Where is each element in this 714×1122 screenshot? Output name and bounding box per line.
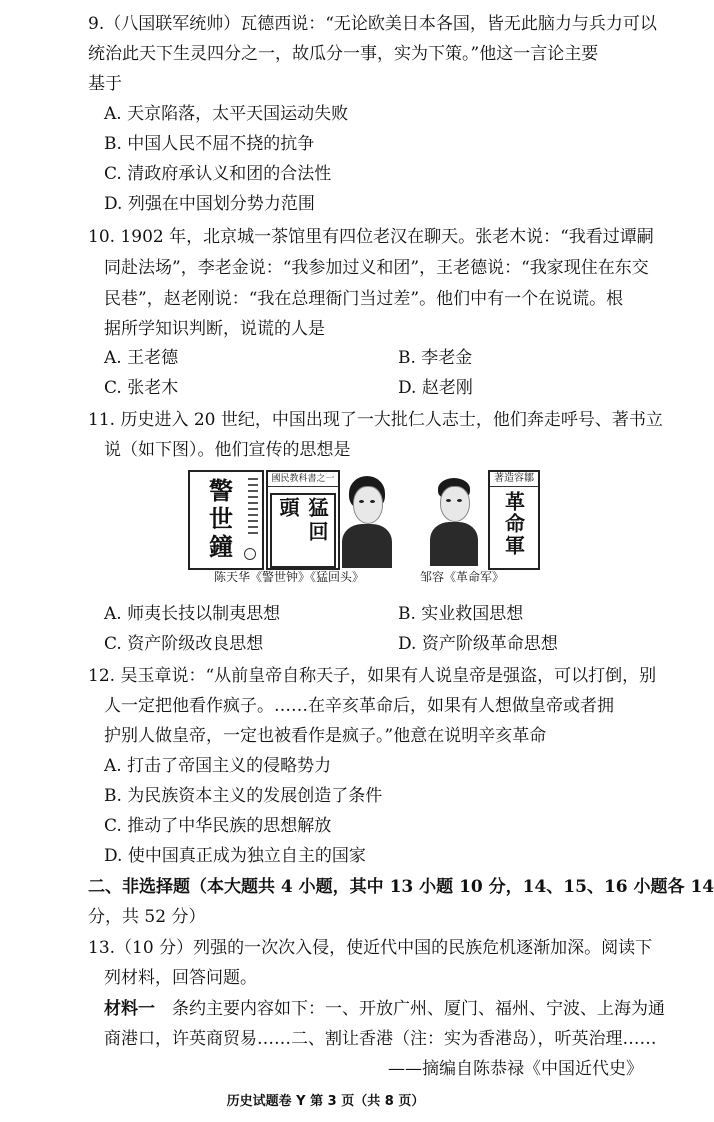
section-2-heading-cont: 分，共 52 分） bbox=[88, 907, 206, 927]
chen-tianhua-portrait bbox=[340, 474, 394, 566]
q9-stem-line-2: 统治此天下生灵四分之一，故瓜分一事，实为下策。”他这一言论主要 bbox=[88, 44, 599, 64]
q13-material-1-line-1 bbox=[104, 997, 665, 1021]
material-text: 条约主要内容如下：一、开放广州、厦门、福州、宁波、上海为通 bbox=[155, 999, 665, 1019]
q10-stem-line-2: 同赴法场”，李老金说：“我参加过义和团”，王老德说：“我家现住在东交 bbox=[104, 258, 649, 278]
jingshizhong-cover bbox=[188, 470, 264, 570]
gemingjun-header: 著造容鄒 bbox=[490, 472, 538, 487]
q10-option-b: B. 李老金 bbox=[398, 348, 473, 368]
jingshizhong-title: 警世鐘 bbox=[204, 478, 234, 562]
q10-option-c: C. 张老木 bbox=[104, 378, 179, 398]
q11-option-b: B. 实业救国思想 bbox=[398, 604, 524, 624]
caption-zou-rong: 邹容《革命军》 bbox=[420, 570, 505, 584]
q9-option-d: D. 列强在中国划分势力范围 bbox=[104, 194, 315, 214]
q13-stem-line-1: 13.（10 分）列强的一次次入侵，使近代中国的民族危机逐渐加深。阅读下 bbox=[88, 938, 653, 958]
q13-stem-line-2: 列材料，回答问题。 bbox=[104, 968, 257, 988]
caption-chen-tianhua: 陈天华《警世钟》《猛回头》 bbox=[214, 570, 365, 584]
q12-stem-line-1: 12. 吴玉章说：“从前皇帝自称天子，如果有人说皇帝是强盗，可以打倒，别 bbox=[88, 666, 657, 686]
q9-stem-line-1: 9.（八国联军统帅）瓦德西说：“无论欧美日本各国，皆无此脑力与兵力可以 bbox=[88, 14, 657, 34]
cover-text-lines bbox=[248, 478, 258, 538]
q10-stem-line-4: 据所学知识判断，说谎的人是 bbox=[104, 319, 325, 339]
q11-option-a: A. 师夷长技以制夷思想 bbox=[104, 604, 281, 624]
q12-option-a: A. 打击了帝国主义的侵略势力 bbox=[104, 756, 332, 776]
q12-stem-line-2: 人一定把他看作疯子。……在辛亥革命后，如果有人想做皇帝或者拥 bbox=[104, 696, 614, 716]
menghuitou-title: 猛回頭 bbox=[270, 493, 336, 568]
q11-stem-line-2: 说（如下图）。他们宣传的思想是 bbox=[104, 440, 351, 460]
gemingjun-cover bbox=[488, 470, 540, 570]
q12-option-c: C. 推动了中华民族的思想解放 bbox=[104, 816, 332, 836]
q9-stem-line-3: 基于 bbox=[88, 74, 122, 94]
q11-option-c: C. 资产阶级改良思想 bbox=[104, 634, 264, 654]
q10-option-a: A. 王老德 bbox=[104, 348, 179, 368]
q12-option-b: B. 为民族资本主义的发展创造了条件 bbox=[104, 786, 383, 806]
q9-option-b: B. 中国人民不屈不挠的抗争 bbox=[104, 134, 315, 154]
seal-icon bbox=[244, 548, 256, 560]
q11-figure bbox=[188, 470, 538, 588]
q10-option-d: D. 赵老刚 bbox=[398, 378, 473, 398]
q10-stem-line-3: 民巷”，赵老刚说：“我在总理衙门当过差”。他们中有一个在说谎。根 bbox=[104, 289, 624, 309]
q12-option-d: D. 使中国真正成为独立自主的国家 bbox=[104, 846, 366, 866]
q11-option-d: D. 资产阶级革命思想 bbox=[398, 634, 558, 654]
zou-rong-portrait bbox=[426, 476, 482, 566]
q9-option-a: A. 天京陷落，太平天国运动失败 bbox=[104, 104, 349, 124]
gemingjun-title: 革命軍 bbox=[501, 491, 526, 557]
q10-stem-line-1: 10. 1902 年，北京城一茶馆里有四位老汉在聊天。张老木说：“我看过谭嗣 bbox=[88, 227, 654, 247]
q13-material-source: ——摘编自陈恭禄《中国近代史》 bbox=[388, 1059, 643, 1079]
q13-material-1-line-2: 商港口，许英商贸易……二、割让香港（注：实为香港岛），听英治理…… bbox=[104, 1029, 657, 1049]
q9-option-c: C. 清政府承认义和团的合法性 bbox=[104, 164, 332, 184]
section-2-heading: 二、非选择题（本大题共 4 小题，其中 13 小题 10 分，14、15、16 小题各 14 bbox=[88, 877, 714, 897]
menghuitou-header: 國民教科書之一 bbox=[268, 472, 338, 487]
q12-stem-line-3: 护别人做皇帝，一定也被看作是疯子。”他意在说明辛亥革命 bbox=[104, 726, 547, 746]
material-label: 材料一 bbox=[104, 999, 155, 1019]
menghuitou-cover bbox=[266, 470, 340, 570]
q11-stem-line-1: 11. 历史进入 20 世纪，中国出现了一大批仁人志士，他们奔走呼号、著书立 bbox=[88, 410, 663, 430]
page-footer: 历史试题卷 Y 第 3 页（共 8 页） bbox=[226, 1094, 425, 1109]
